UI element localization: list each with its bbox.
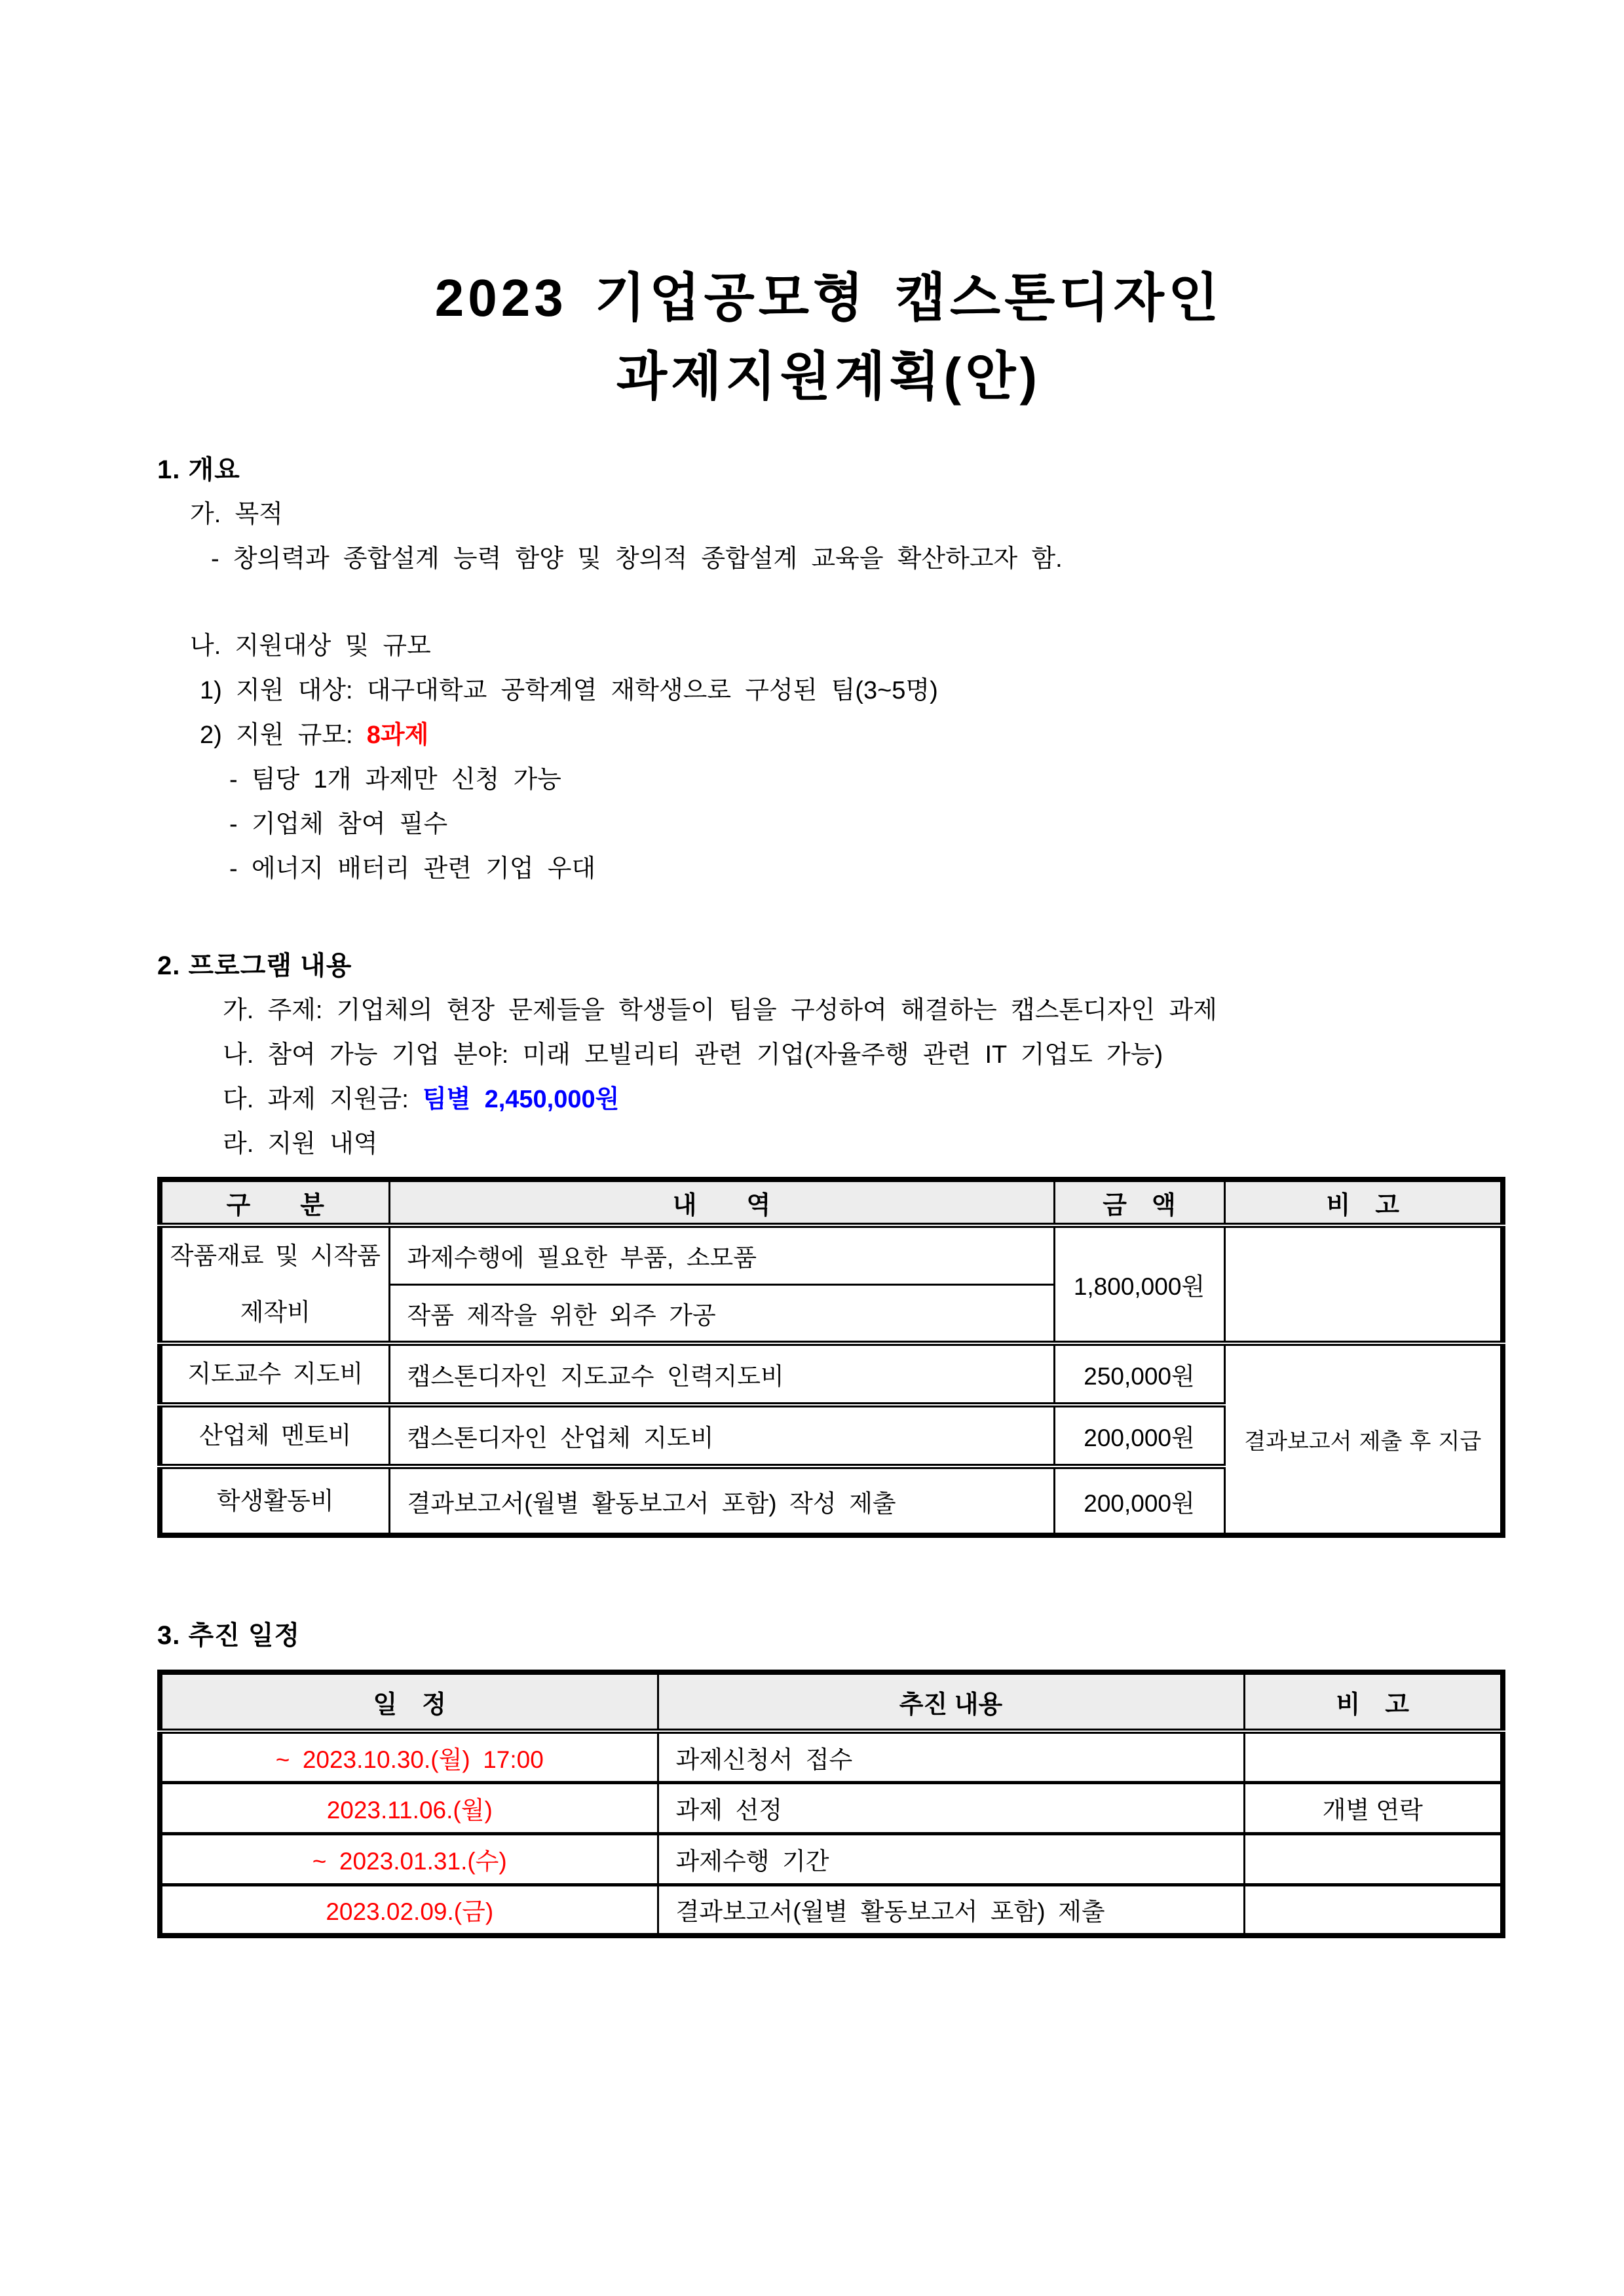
schedule-header-content: 추진 내용: [658, 1672, 1244, 1731]
section3-heading: 3. 추진 일정: [157, 1621, 301, 1650]
schedule-row2-note: 개별 연락: [1244, 1782, 1503, 1833]
schedule-row3-note: [1244, 1833, 1503, 1885]
section2-detail-label: 라. 지원 내역: [223, 1130, 378, 1158]
cell-materials-detail-parts: 과제수행에 필요한 부품, 소모품: [389, 1225, 1054, 1284]
schedule-row1-note: [1244, 1731, 1503, 1782]
schedule-row1-date: ~ 2023.10.30.(월) 17:00: [160, 1731, 658, 1782]
section1-purpose-text: - 창의력과 종합설계 능력 함양 및 창의적 종합설계 교육을 확산하고자 함.: [211, 545, 1063, 573]
document-title: [157, 259, 1500, 416]
table-row: [160, 1782, 1503, 1833]
section1-purpose-label: 가. 목적: [190, 501, 283, 528]
cell-mentor-amount: 200,000원: [1054, 1405, 1224, 1466]
cell-professor-amount: 250,000원: [1054, 1343, 1224, 1405]
table-row: [160, 1731, 1503, 1782]
support-header-detail: 내 역: [389, 1179, 1054, 1225]
support-details-table: [157, 1177, 1505, 1538]
schedule-header-date: 일 정: [160, 1672, 658, 1731]
section2-grant: [157, 1077, 1500, 1122]
section1-note3: - 에너지 배터리 관련 기업 우대: [229, 855, 596, 883]
cell-professor-detail: 캡스톤디자인 지도교수 인력지도비: [389, 1343, 1054, 1405]
schedule-row3-date: ~ 2023.01.31.(수): [160, 1833, 658, 1885]
section1-scale-value: 8과제: [366, 721, 429, 749]
section1-heading: 1. 개요: [157, 455, 240, 484]
cell-materials-category: 작품재료 및 시작품제작비: [160, 1225, 389, 1343]
cell-materials-amount: 1,800,000원: [1054, 1225, 1224, 1343]
schedule-header-note: 비 고: [1244, 1672, 1503, 1731]
schedule-row4-content: 결과보고서(월별 활동보고서 포함) 제출: [658, 1885, 1244, 1936]
schedule-table-header-row: [160, 1672, 1503, 1731]
schedule-row4-note: [1244, 1885, 1503, 1936]
document-title-line1: 2023 기업공모형 캡스톤디자인: [434, 269, 1223, 327]
section2-grant-prefix: 다. 과제 지원금:: [223, 1086, 423, 1113]
section1-scale-item: [157, 713, 1500, 757]
support-header-category: 구 분: [160, 1179, 389, 1225]
section2-topic: 가. 주제: 기업체의 현장 문제들을 학생들이 팀을 구성하여 해결하는 캡스톤디자인 과제: [223, 997, 1217, 1024]
schedule-row3-content: 과제수행 기간: [658, 1833, 1244, 1885]
support-header-amount: 금 액: [1054, 1179, 1224, 1225]
schedule-row2-content: 과제 선정: [658, 1782, 1244, 1833]
document-title-line2: 과제지원계획(안): [616, 347, 1042, 406]
section1-target-label: 나. 지원대상 및 규모: [190, 632, 431, 660]
schedule-row4-date: 2023.02.09.(금): [160, 1885, 658, 1936]
section2-field: 나. 참여 가능 기업 분야: 미래 모빌리티 관련 기업(자율주행 관련 IT 기업도 가능): [223, 1041, 1163, 1069]
cell-mentor-category: 산업체 멘토비: [160, 1405, 389, 1466]
schedule-table: [157, 1670, 1505, 1938]
table-row: [160, 1885, 1503, 1936]
table-row: [160, 1833, 1503, 1885]
schedule-row2-date: 2023.11.06.(월): [160, 1782, 658, 1833]
support-table-header-row: [160, 1179, 1503, 1225]
section1-note1: - 팀당 1개 과제만 신청 가능: [229, 766, 561, 794]
cell-professor-category: 지도교수 지도비: [160, 1343, 389, 1405]
table-row: [160, 1343, 1503, 1405]
section1-note2: - 기업체 참여 필수: [229, 811, 448, 838]
support-header-note: 비 고: [1224, 1179, 1503, 1225]
schedule-row1-content: 과제신청서 접수: [658, 1731, 1244, 1782]
section2-grant-value: 팀별 2,450,000원: [422, 1086, 620, 1113]
cell-mentor-detail: 캡스톤디자인 산업체 지도비: [389, 1405, 1054, 1466]
cell-merged-note: 결과보고서 제출 후 지급: [1224, 1343, 1503, 1535]
cell-student-detail: 결과보고서(월별 활동보고서 포함) 작성 제출: [389, 1466, 1054, 1535]
cell-materials-note: [1224, 1225, 1503, 1343]
section1-scale-prefix: 2) 지원 규모:: [200, 721, 367, 749]
table-row: [160, 1225, 1503, 1284]
section1-target-item: 1) 지원 대상: 대구대학교 공학계열 재학생으로 구성된 팀(3~5명): [200, 677, 938, 704]
cell-student-category: 학생활동비: [160, 1466, 389, 1535]
cell-student-amount: 200,000원: [1054, 1466, 1224, 1535]
section2-heading: 2. 프로그램 내용: [157, 951, 352, 980]
cell-materials-detail-outsourcing: 작품 제작을 위한 외주 가공: [389, 1284, 1054, 1343]
